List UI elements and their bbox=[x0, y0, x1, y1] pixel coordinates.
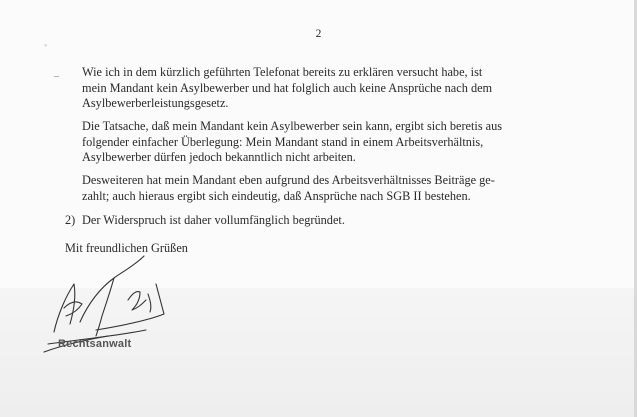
signature-role: Rechtsanwalt bbox=[58, 338, 132, 350]
paragraph-tatsache: Die Tatsache, daß mein Mandant kein Asylbewerber sein kann, ergibt sich beretis aus folgender einfacher Überlegung: Mein Mandant stand in einem Arbeitsverhältnis, Asylbewerber dürfen jedoch bekanntlich nicht arbeiten. bbox=[82, 119, 503, 164]
page-number: 2 bbox=[315, 28, 322, 40]
margin-dash: – bbox=[54, 71, 59, 82]
paragraph-telefonat: Wie ich in dem kürzlich geführten Telefonat bereits zu erklären versucht habe, ist mein Mandant kein Asylbewerber und hat folglich auch keine Ansprüche nach dem Asylbewerberleistungsgesetz. bbox=[82, 65, 493, 110]
item-text: Der Widerspruch ist daher vollumfänglich begründet. bbox=[82, 213, 345, 227]
item-number: 2) bbox=[65, 213, 76, 227]
paragraph-beitraege: Desweiteren hat mein Mandant eben aufgrund des Arbeitsverhältnisses Beiträge ge- zahlt; auch hieraus ergibt sich eindeutig, daß Ansprüche nach SGB II bestehen. bbox=[82, 173, 495, 203]
closing-greeting: Mit freundlichen Grüßen bbox=[65, 241, 188, 255]
margin-mark: ◦ bbox=[44, 40, 48, 50]
numbered-item bbox=[65, 213, 345, 229]
